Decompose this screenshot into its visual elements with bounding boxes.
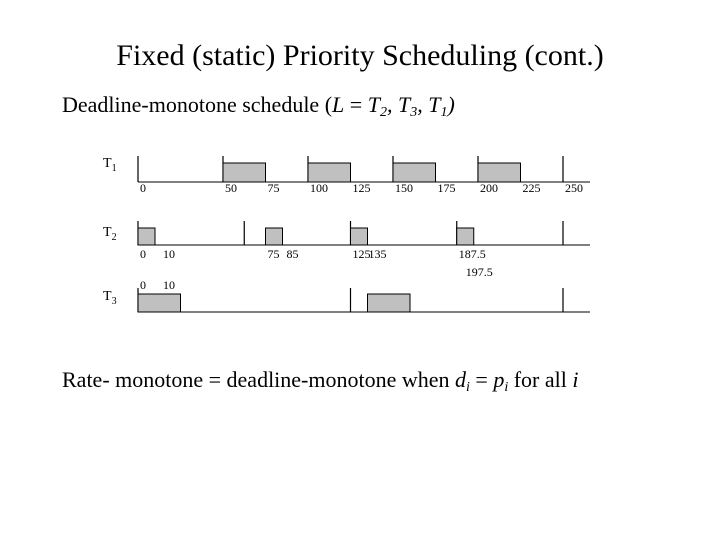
tick-label: 200 — [480, 181, 498, 195]
row-label-t1: $T_1$ — [103, 156, 117, 174]
footer-d: d — [455, 367, 467, 392]
footer-suffix: for all — [508, 367, 573, 392]
row-label-t3: $T_3$ — [103, 289, 117, 307]
tick-label: 125 — [352, 181, 371, 195]
tick-label: 0 — [140, 247, 146, 261]
tick-label: 187.5 — [458, 247, 486, 261]
slide-footer — [62, 366, 579, 394]
subtitle-t1-sub: 1 — [440, 105, 448, 120]
job-box — [368, 294, 411, 312]
subtitle-t2-sub: 2 — [379, 105, 387, 120]
tick-label: 75 — [267, 181, 280, 195]
tick-label: 0 — [140, 278, 146, 292]
subtitle-t3: T — [397, 92, 411, 117]
tick-label: 50 — [225, 181, 237, 195]
job-box — [351, 228, 368, 245]
row-label-t2: $T_2$ — [103, 225, 117, 243]
tick-label: 10 — [163, 278, 175, 292]
job-box — [308, 163, 351, 182]
job-box — [266, 228, 283, 245]
tick-label: 150 — [395, 181, 413, 195]
job-box — [138, 228, 155, 245]
job-box — [478, 163, 521, 182]
tick-label: 225 — [522, 181, 541, 195]
tick-label: 85 — [286, 247, 299, 261]
tick-label: 75 — [267, 247, 280, 261]
job-box — [393, 163, 436, 182]
subtitle-suffix: ) — [447, 92, 455, 117]
job-box — [223, 163, 266, 182]
tick-label: 250 — [565, 181, 583, 195]
tick-label: 0 — [140, 181, 146, 195]
footer-i: i — [572, 367, 579, 392]
subtitle-t1: T — [428, 92, 441, 117]
tick-label: 175 — [437, 181, 456, 195]
footer-eq: = — [469, 367, 494, 392]
footer-prefix: Rate- monotone = deadline-monotone when — [62, 367, 456, 392]
subtitle-t2: T — [367, 92, 380, 117]
tick-label: 135 — [368, 247, 387, 261]
subtitle-t3-sub: 3 — [410, 105, 418, 120]
tick-label: 100 — [310, 181, 328, 195]
job-box — [457, 228, 474, 245]
tick-label: 197.5 — [465, 265, 493, 279]
footer-p: p — [493, 367, 505, 392]
subtitle-prefix: Deadline-monotone schedule ( — [62, 92, 333, 117]
footer-p-sub: i — [504, 380, 509, 395]
subtitle-eq: = — [344, 92, 368, 117]
subtitle-comma1: , — [386, 92, 398, 117]
subtitle-comma2: , — [417, 92, 429, 117]
footer-d-sub: i — [466, 380, 470, 395]
tick-label: 10 — [163, 247, 175, 261]
job-box — [138, 294, 181, 312]
subtitle-l: L — [332, 92, 345, 117]
tick-label: 125 — [352, 247, 371, 261]
slide-title: Fixed (static) Priority Scheduling (cont.) — [116, 39, 604, 72]
